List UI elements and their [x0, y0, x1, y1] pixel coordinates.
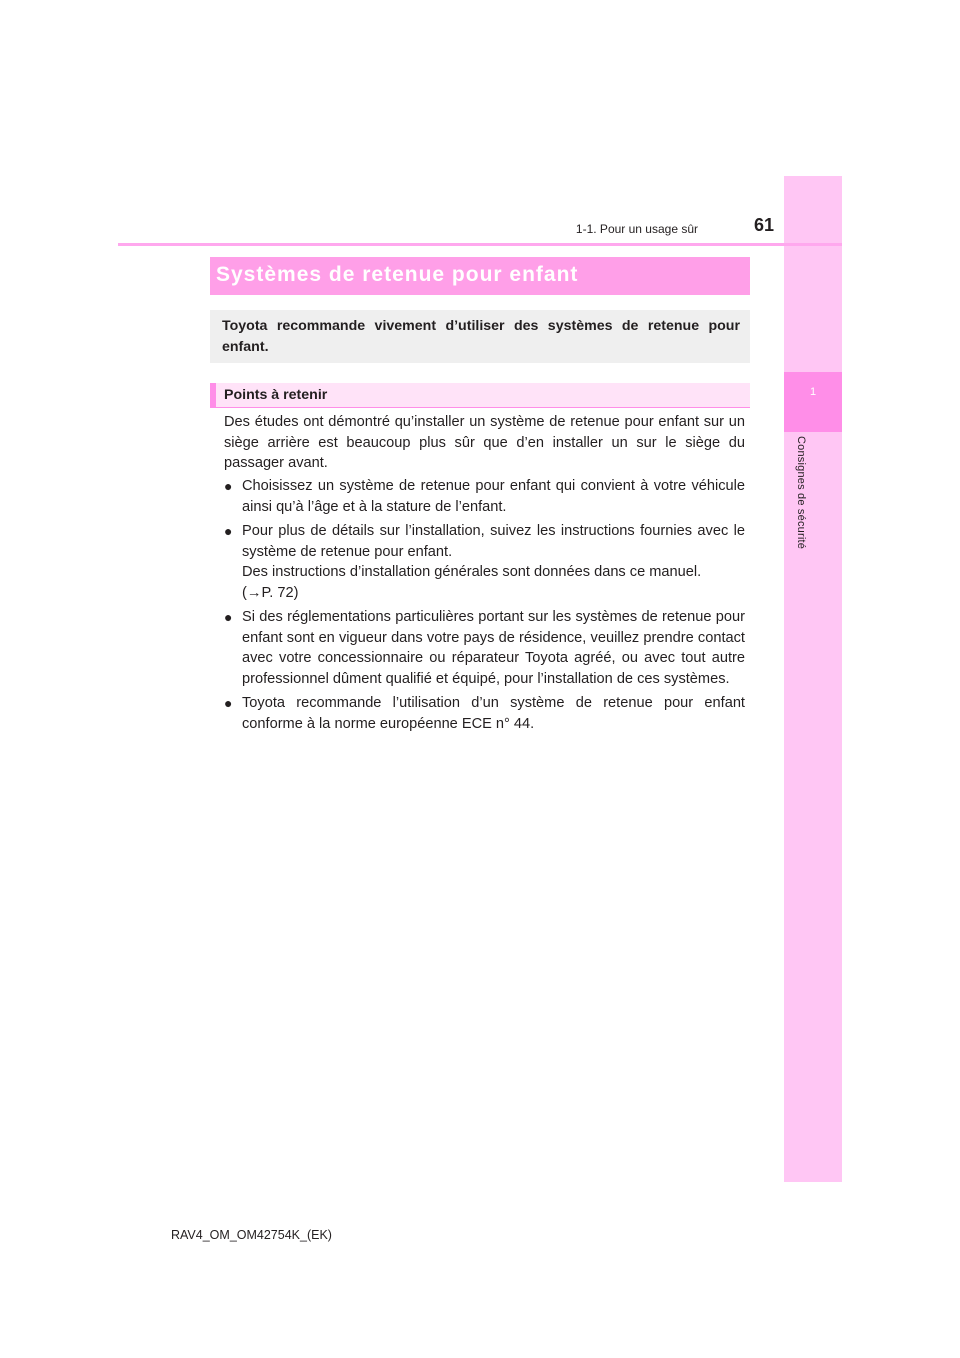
bullet-text: Choisissez un système de retenue pour enfant qui convient à votre véhicule ainsi qu’à l’âge et à la stature de l’enfant. — [242, 478, 745, 515]
bullet-icon: ● — [224, 695, 233, 711]
page-title: Systèmes de retenue pour enfant — [216, 263, 579, 286]
chapter-title: Consignes de sécurité — [795, 436, 807, 550]
section-label: 1-1. Pour un usage sûr — [575, 222, 698, 236]
bullet-icon: ● — [224, 609, 233, 625]
list-item — [224, 476, 745, 517]
header-rule — [118, 243, 842, 246]
chapter-marker — [784, 372, 842, 432]
chapter-number: 1 — [809, 386, 817, 398]
page-number: 61 — [753, 215, 774, 235]
list-item — [224, 521, 745, 603]
points-marker — [210, 383, 216, 408]
list-item — [224, 693, 745, 734]
bullet-list — [224, 476, 745, 738]
intro-text: Toyota recommande vivement d’utiliser des systèmes de retenue pour enfant. — [222, 318, 740, 355]
bullet-icon: ● — [224, 478, 233, 494]
body-paragraph: Des études ont démontré qu’installer un système de retenue pour enfant sur un siège arrière est beaucoup plus sûr que d’en installer un sur le siège du passager avant. — [224, 414, 745, 471]
list-item — [224, 607, 745, 689]
bullet-text: Pour plus de détails sur l’installation, suivez les instructions fournies avec le système de retenue pour enfant. Des instructions d’installation générales sont données dans ce manuel. (→P. 72) — [242, 523, 745, 601]
side-tab — [784, 176, 842, 1182]
bullet-text: Si des réglementations particulières portant sur les systèmes de retenue pour enfant sont en vigueur dans votre pays de résidence, veuillez prendre contact avec votre concessionnaire ou réparateur Toyota agréé, ou avec tout autre professionnel dûment qualifié et équipé, pour l’installation de ces systèmes. — [242, 609, 745, 687]
points-label: Points à retenir — [224, 387, 328, 403]
bullet-icon: ● — [224, 523, 233, 539]
bullet-text: Toyota recommande l’utilisation d’un système de retenue pour enfant conforme à la norme européenne ECE n° 44. — [242, 695, 745, 732]
document-code: RAV4_OM_OM42754K_(EK) — [171, 1228, 332, 1242]
